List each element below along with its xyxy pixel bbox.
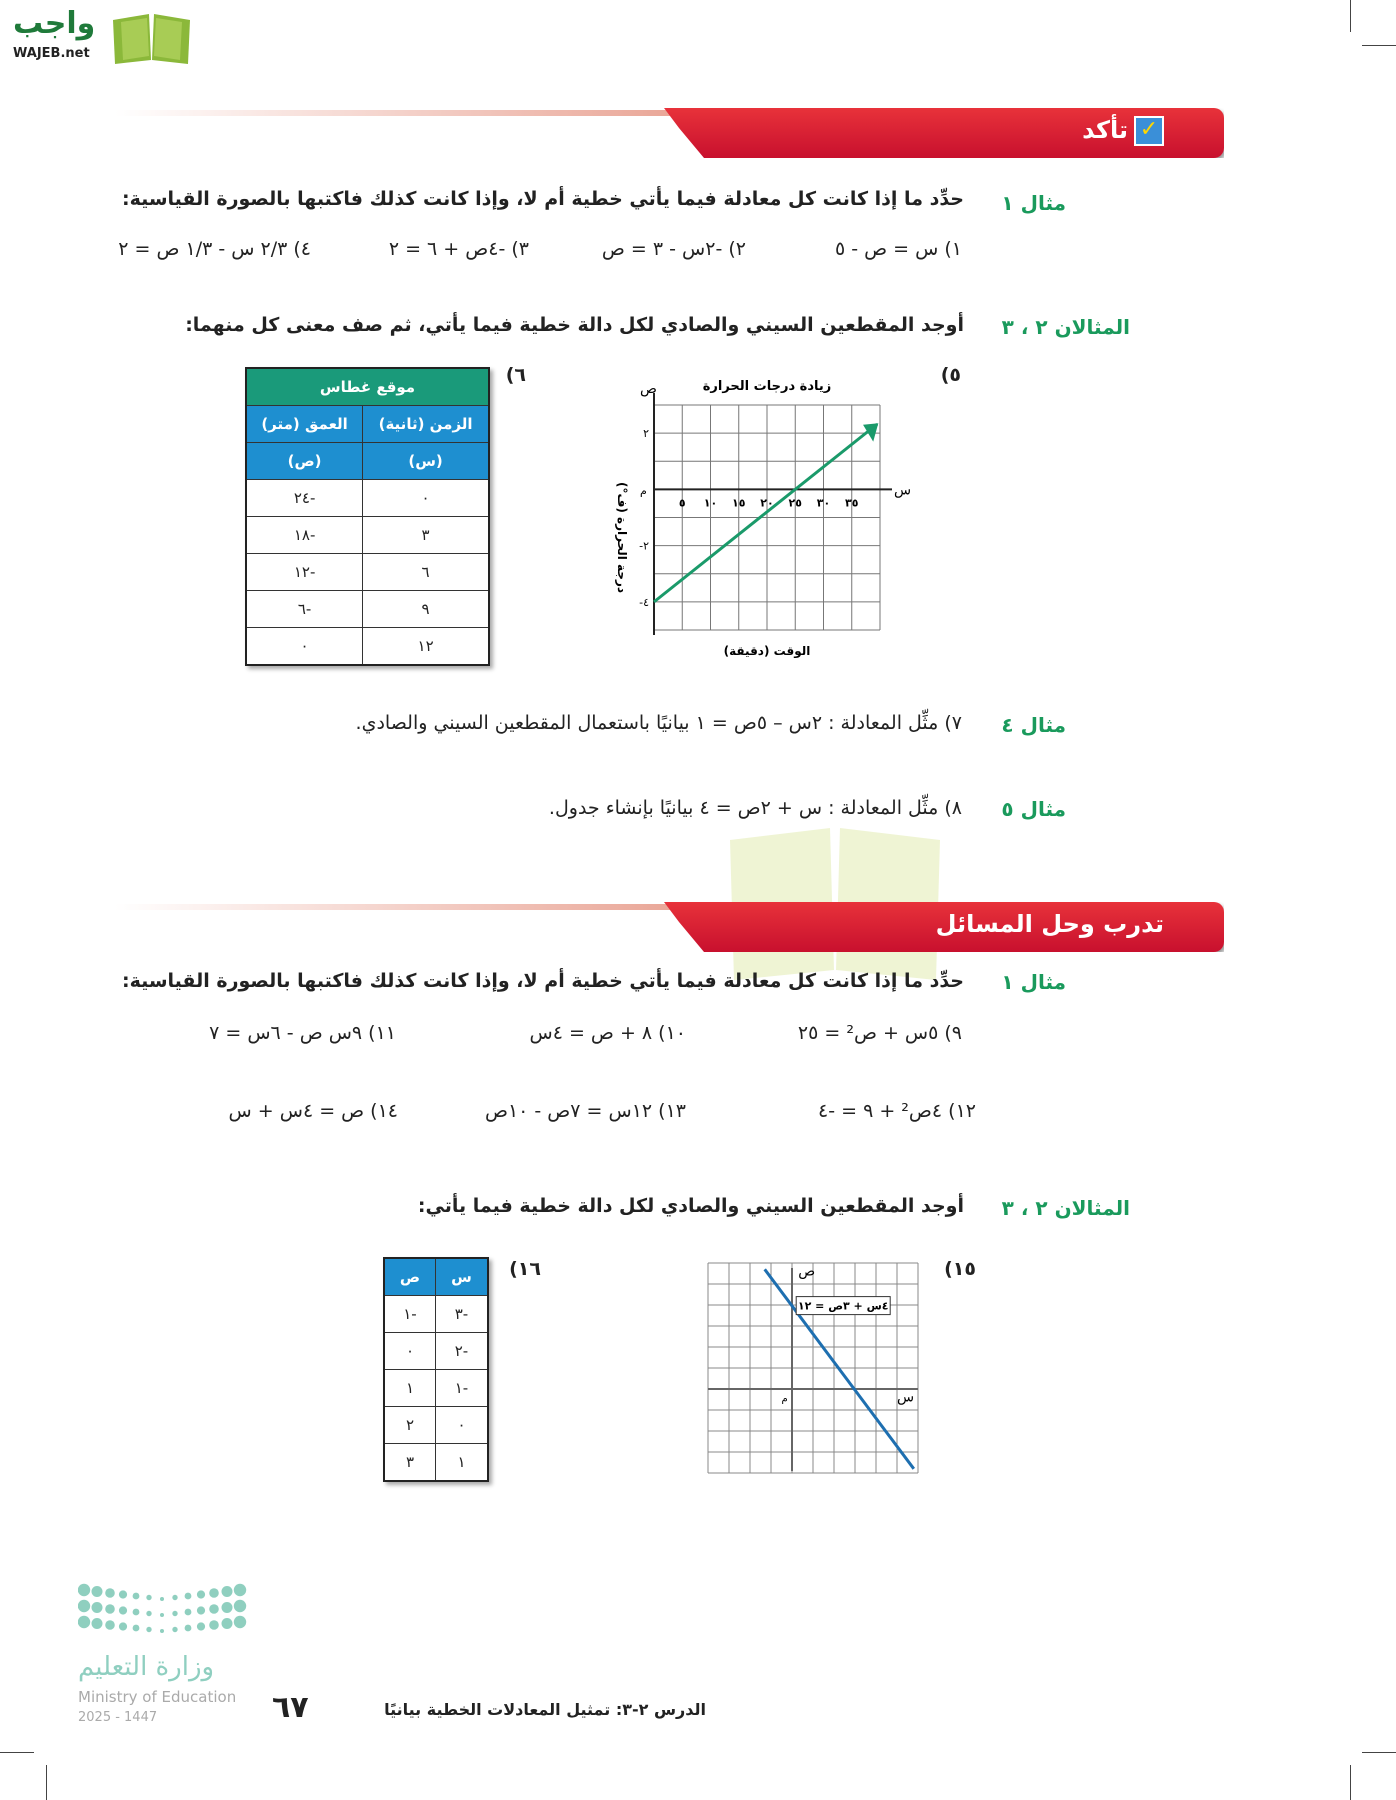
table-row bbox=[384, 1407, 488, 1444]
column-header: (ص) bbox=[246, 443, 363, 480]
x-tick-label: ٢٥ bbox=[788, 496, 802, 510]
section-title: تأكد bbox=[1082, 116, 1128, 144]
x-tick-label: ١٥ bbox=[732, 496, 746, 510]
table-cell: ٠ bbox=[246, 628, 363, 666]
dot bbox=[78, 1600, 90, 1612]
ministry-logo bbox=[78, 1582, 253, 1732]
table-cell: -١ bbox=[384, 1296, 435, 1333]
question-text: ٨) مثِّل المعادلة : س + ٢ص = ٤ بيانيًا بإنشاء جدول. bbox=[548, 797, 962, 819]
crop-mark bbox=[46, 1765, 47, 1800]
dot bbox=[234, 1584, 246, 1596]
y-tick-label: -٤ bbox=[639, 595, 649, 609]
diver-table bbox=[245, 367, 490, 666]
dot bbox=[146, 1611, 151, 1616]
checkbox-icon: ✓ bbox=[1134, 116, 1164, 146]
y-axis-label: ص bbox=[798, 1263, 816, 1280]
table-row bbox=[246, 480, 489, 517]
column-header: س bbox=[435, 1258, 488, 1296]
equation-item: ١) س = ص - ٥ bbox=[835, 238, 962, 260]
dot bbox=[209, 1588, 219, 1598]
section-title: تدرب وحل المسائل bbox=[935, 910, 1164, 938]
crop-mark bbox=[1362, 45, 1396, 46]
dot bbox=[234, 1616, 246, 1628]
instruction: أوجد المقطعين السيني والصادي لكل دالة خطية فيما يأتي: bbox=[417, 1195, 964, 1217]
equation-item: ٢) -٢س - ٣ = ص bbox=[601, 238, 746, 260]
lesson-title: الدرس ٢-٣: تمثيل المعادلات الخطية بيانيًا bbox=[384, 1700, 706, 1719]
dot bbox=[197, 1606, 205, 1614]
origin-label: م bbox=[640, 484, 647, 498]
table-cell: -٣ bbox=[435, 1296, 488, 1333]
table-cell: -٦ bbox=[246, 591, 363, 628]
y-axis-title: درجة الحرارة (ف°) bbox=[615, 481, 629, 594]
x-tick-label: ٥ bbox=[678, 496, 686, 510]
equation-item: ١١) ٩س ص - ٦س = ٧ bbox=[209, 1022, 396, 1044]
equation-item: ١٣) ١٢س = ٧ص - ١٠ص bbox=[484, 1100, 686, 1122]
table-title: موقع غطاس bbox=[246, 368, 489, 406]
table-cell: ٦ bbox=[363, 554, 489, 591]
column-header: ص bbox=[384, 1258, 435, 1296]
dot bbox=[119, 1606, 127, 1614]
table-cell: -١٢ bbox=[246, 554, 363, 591]
column-header: العمق (متر) bbox=[246, 406, 363, 443]
y-axis-label: ص bbox=[640, 381, 657, 397]
x-tick-label: ٣٥ bbox=[845, 496, 859, 510]
dot bbox=[222, 1602, 233, 1613]
equation-item: ٣) -٤ص + ٦ = ٢ bbox=[388, 238, 529, 260]
question-number: ١٦) bbox=[509, 1258, 541, 1280]
equation-item: ٩) ٥س + ص² = ٢٥ bbox=[797, 1022, 962, 1044]
table-cell: -١ bbox=[435, 1370, 488, 1407]
dot bbox=[172, 1595, 177, 1600]
dot bbox=[78, 1616, 90, 1628]
question-number: ١٥) bbox=[944, 1258, 976, 1280]
dot bbox=[133, 1609, 140, 1616]
dot bbox=[133, 1625, 140, 1632]
example-label: مثال ٤ bbox=[1001, 713, 1066, 737]
dot bbox=[222, 1586, 233, 1597]
table-cell: -٢ bbox=[435, 1333, 488, 1370]
origin-label: م bbox=[781, 1393, 788, 1405]
table-cell: ١ bbox=[384, 1370, 435, 1407]
dot bbox=[222, 1618, 233, 1629]
example-label: مثال ١ bbox=[1001, 191, 1066, 215]
x-axis-label: س bbox=[894, 482, 912, 499]
dot bbox=[160, 1629, 164, 1633]
dot bbox=[185, 1593, 192, 1600]
section-banner-practice bbox=[115, 902, 1224, 952]
instruction: أوجد المقطعين السيني والصادي لكل دالة خطية فيما يأتي، ثم صف معنى كل منهما: bbox=[185, 314, 964, 336]
table-cell: ٣ bbox=[363, 517, 489, 554]
page-number: ٦٧ bbox=[272, 1690, 309, 1725]
watermark bbox=[720, 820, 960, 980]
dot bbox=[197, 1622, 205, 1630]
question-number: ٦) bbox=[505, 364, 526, 386]
crop-mark bbox=[1362, 1752, 1396, 1753]
dot bbox=[197, 1590, 205, 1598]
dot bbox=[185, 1609, 192, 1616]
dot bbox=[105, 1604, 115, 1614]
table-cell: ٠ bbox=[435, 1407, 488, 1444]
column-header: (س) bbox=[363, 443, 489, 480]
table-cell: -١٨ bbox=[246, 517, 363, 554]
question-text: ٧) مثِّل المعادلة : ٢س – ٥ص = ١ بيانيًا باستعمال المقطعين السيني والصادي. bbox=[355, 712, 962, 734]
dot bbox=[146, 1595, 151, 1600]
instruction: حدِّد ما إذا كانت كل معادلة فيما يأتي خطية أم لا، وإذا كانت كذلك فاكتبها بالصورة القياسية: bbox=[121, 970, 964, 992]
dot bbox=[105, 1620, 115, 1630]
watermark-book-icon bbox=[720, 820, 950, 980]
table-row bbox=[384, 1444, 488, 1482]
example-label: مثال ١ bbox=[1001, 970, 1066, 994]
section-banner-check bbox=[115, 108, 1224, 158]
table-cell: ٠ bbox=[363, 480, 489, 517]
dot bbox=[234, 1600, 246, 1612]
dot bbox=[78, 1584, 90, 1596]
table-cell: ٠ bbox=[384, 1333, 435, 1370]
table-cell: ١٢ bbox=[363, 628, 489, 666]
dot bbox=[146, 1627, 151, 1632]
dot bbox=[209, 1620, 219, 1630]
ministry-arabic: وزارة التعليم bbox=[78, 1652, 215, 1682]
equation-label: ٤س + ٣ص = ١٢ bbox=[797, 1299, 889, 1313]
table-row bbox=[246, 628, 489, 666]
example-label: المثالان ٢ ، ٣ bbox=[1001, 315, 1130, 339]
y-tick-label: -٢ bbox=[639, 539, 649, 553]
column-header: الزمن (ثانية) bbox=[363, 406, 489, 443]
xy-table bbox=[383, 1257, 489, 1482]
ministry-english: Ministry of Education bbox=[78, 1688, 237, 1706]
table-row bbox=[246, 517, 489, 554]
logo-arabic: واجب bbox=[13, 6, 96, 41]
line-graph bbox=[705, 1260, 925, 1480]
table-cell: ٢ bbox=[384, 1407, 435, 1444]
dot bbox=[105, 1588, 115, 1598]
y-tick-label: ٢ bbox=[643, 427, 649, 441]
equation-item: ٤) ٢/٣ س - ١/٣ ص = ٢ bbox=[118, 238, 311, 260]
table-row bbox=[384, 1296, 488, 1333]
table-row bbox=[246, 591, 489, 628]
dot bbox=[172, 1611, 177, 1616]
table-row bbox=[246, 554, 489, 591]
dot bbox=[172, 1627, 177, 1632]
temperature-graph bbox=[600, 370, 920, 665]
x-axis-title: الوقت (دقيقة) bbox=[723, 644, 811, 658]
table-cell: ١ bbox=[435, 1444, 488, 1482]
x-tick-label: ٣٠ bbox=[816, 496, 831, 510]
equation-item: ١٠) ٨ + ص = ٤س bbox=[529, 1022, 686, 1044]
x-axis-label: س bbox=[897, 1389, 915, 1406]
crop-mark bbox=[0, 1752, 34, 1753]
dot bbox=[92, 1586, 103, 1597]
table-cell: ٣ bbox=[384, 1444, 435, 1482]
x-tick-label: ٢٠ bbox=[760, 496, 774, 510]
table-cell: -٢٤ bbox=[246, 480, 363, 517]
dot bbox=[185, 1625, 192, 1632]
dot bbox=[133, 1593, 140, 1600]
equation-item: ١٢) ٤ص² + ٩ = -٤ bbox=[818, 1100, 976, 1122]
dot bbox=[92, 1618, 103, 1629]
example-label: مثال ٥ bbox=[1001, 797, 1066, 821]
dot bbox=[119, 1590, 127, 1598]
dot bbox=[209, 1604, 219, 1614]
dot bbox=[160, 1597, 164, 1601]
table-cell: ٩ bbox=[363, 591, 489, 628]
x-tick-label: ١٠ bbox=[703, 496, 718, 510]
example-label: المثالان ٢ ، ٣ bbox=[1001, 1196, 1130, 1220]
crop-mark bbox=[1350, 1765, 1351, 1800]
dot bbox=[92, 1602, 103, 1613]
table-row bbox=[384, 1370, 488, 1407]
book-icon bbox=[109, 10, 194, 64]
data-line bbox=[654, 424, 877, 602]
instruction: حدِّد ما إذا كانت كل معادلة فيما يأتي خطية أم لا، وإذا كانت كذلك فاكتبها بالصورة القياسية: bbox=[121, 188, 964, 210]
ministry-year: 2025 - 1447 bbox=[78, 1710, 158, 1725]
logo-latin: WAJEB.net bbox=[13, 46, 90, 61]
crop-mark bbox=[1350, 0, 1351, 32]
dot bbox=[119, 1622, 127, 1630]
dot bbox=[160, 1613, 164, 1617]
equation-item: ١٤) ص = ٤س + س bbox=[228, 1100, 398, 1122]
question-number: ٥) bbox=[940, 364, 961, 386]
chart-title: زيادة درجات الحرارة bbox=[702, 379, 832, 394]
table-row bbox=[384, 1333, 488, 1370]
ministry-dots-icon bbox=[78, 1582, 248, 1637]
wajeb-logo[interactable] bbox=[9, 6, 194, 66]
